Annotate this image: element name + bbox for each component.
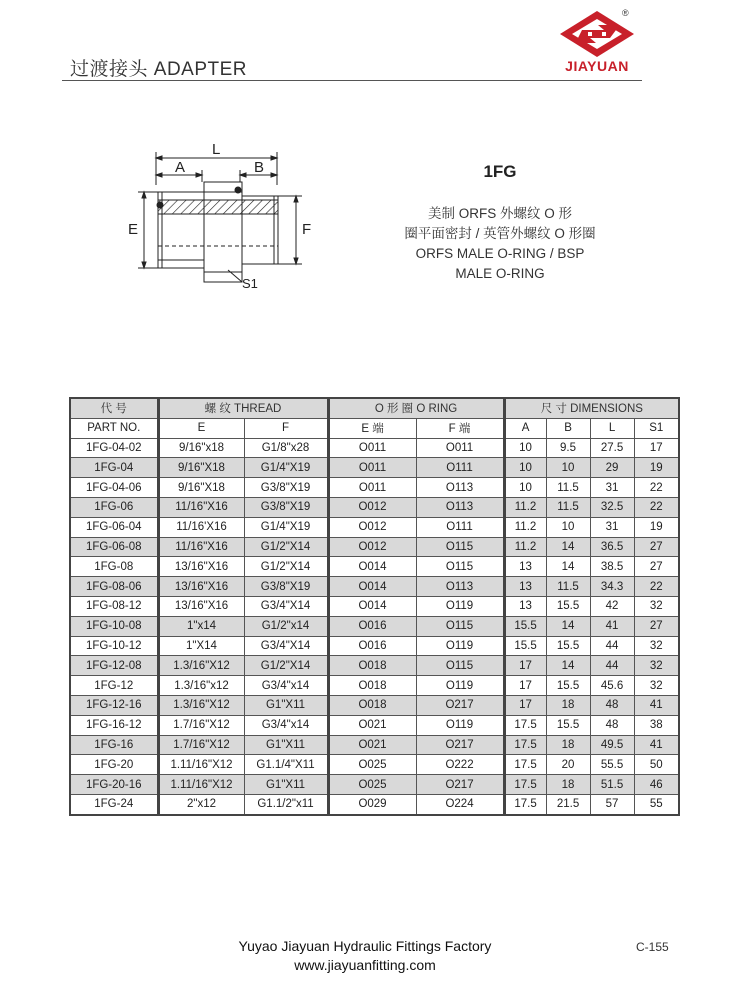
table-cell: O217: [416, 775, 504, 795]
table-cell: 1FG-04-06: [70, 478, 158, 498]
table-cell: 1FG-12-16: [70, 695, 158, 715]
table-cell: 11.2: [504, 497, 546, 517]
table-cell: 22: [634, 577, 679, 597]
header-divider: [62, 80, 642, 81]
table-cell: 1FG-16-12: [70, 715, 158, 735]
table-cell: O025: [328, 775, 416, 795]
table-cell: O119: [416, 676, 504, 696]
table-cell: 14: [546, 656, 590, 676]
table-cell: 46: [634, 775, 679, 795]
table-cell: 17.5: [504, 735, 546, 755]
table-row: [70, 497, 679, 517]
table-row: [70, 537, 679, 557]
table-cell: G3/8"X19: [244, 577, 328, 597]
table-cell: 15.5: [504, 616, 546, 636]
table-cell: 13/16"X16: [158, 577, 244, 597]
table-row: [70, 636, 679, 656]
column-header: L: [590, 418, 634, 438]
table-cell: O014: [328, 596, 416, 616]
table-cell: O119: [416, 596, 504, 616]
table-cell: G1"X11: [244, 695, 328, 715]
table-cell: 21.5: [546, 794, 590, 814]
table-cell: 17: [504, 695, 546, 715]
dim-label-F: F: [302, 221, 312, 238]
table-cell: O119: [416, 715, 504, 735]
description-line: 圈平面密封 / 英管外螺纹 O 形圈: [404, 226, 596, 241]
table-cell: 17.5: [504, 775, 546, 795]
table-cell: 19: [634, 517, 679, 537]
table-cell: O012: [328, 517, 416, 537]
column-header: F: [244, 418, 328, 438]
table-row: [70, 735, 679, 755]
table-cell: 55.5: [590, 755, 634, 775]
table-cell: O018: [328, 695, 416, 715]
group-header-thread: 螺 纹 THREAD: [158, 398, 328, 418]
table-row: [70, 616, 679, 636]
table-cell: 1.7/16"X12: [158, 715, 244, 735]
table-cell: 27.5: [590, 438, 634, 458]
column-header: PART NO.: [70, 418, 158, 438]
table-cell: G3/4"x14: [244, 715, 328, 735]
table-cell: 41: [634, 735, 679, 755]
table-cell: 13/16"X16: [158, 596, 244, 616]
group-header-dimensions: 尺 寸 DIMENSIONS: [504, 398, 679, 418]
table-cell: 1.3/16"X12: [158, 656, 244, 676]
table-cell: 9/16"x18: [158, 438, 244, 458]
table-cell: 9.5: [546, 438, 590, 458]
table-cell: 27: [634, 537, 679, 557]
table-cell: 15.5: [546, 715, 590, 735]
table-cell: 27: [634, 616, 679, 636]
table-cell: 1.11/16"X12: [158, 755, 244, 775]
table-cell: 49.5: [590, 735, 634, 755]
footer-website: www.jiayuanfitting.com: [294, 957, 436, 973]
table-row: [70, 596, 679, 616]
table-cell: 17: [504, 676, 546, 696]
table-row: [70, 676, 679, 696]
table-cell: G1/2"X14: [244, 557, 328, 577]
table-cell: 1FG-10-12: [70, 636, 158, 656]
table-cell: O115: [416, 656, 504, 676]
table-cell: 27: [634, 557, 679, 577]
brand-name: JIAYUAN: [565, 58, 629, 74]
table-cell: O016: [328, 636, 416, 656]
table-cell: 9/16"X18: [158, 478, 244, 498]
product-description: [370, 204, 630, 284]
table-cell: 13: [504, 577, 546, 597]
footer-factory-name: Yuyao Jiayuan Hydraulic Fittings Factory: [238, 938, 492, 954]
product-code: 1FG: [483, 162, 517, 181]
table-cell: O115: [416, 537, 504, 557]
table-cell: 31: [590, 478, 634, 498]
column-header: E: [158, 418, 244, 438]
table-cell: O119: [416, 636, 504, 656]
column-header: B: [546, 418, 590, 438]
table-cell: O222: [416, 755, 504, 775]
table-cell: 10: [504, 438, 546, 458]
table-cell: 19: [634, 458, 679, 478]
table-cell: O113: [416, 577, 504, 597]
table-cell: 1FG-06: [70, 497, 158, 517]
table-cell: 45.6: [590, 676, 634, 696]
dim-label-S1: S1: [242, 276, 258, 291]
table-cell: 1FG-10-08: [70, 616, 158, 636]
table-cell: 1FG-12-08: [70, 656, 158, 676]
description-line: ORFS MALE O-RING / BSP: [415, 246, 585, 261]
dim-label-B: B: [254, 159, 265, 176]
table-cell: 1"x14: [158, 616, 244, 636]
table-cell: G1"X11: [244, 775, 328, 795]
table-cell: G1/2"x14: [244, 616, 328, 636]
table-cell: 1.7/16"X12: [158, 735, 244, 755]
table-cell: O011: [328, 458, 416, 478]
table-row: [70, 656, 679, 676]
table-cell: 55: [634, 794, 679, 814]
table-cell: 1FG-24: [70, 794, 158, 814]
table-cell: 1FG-08-06: [70, 577, 158, 597]
table-cell: 32: [634, 636, 679, 656]
description-line: 美制 ORFS 外螺纹 O 形: [427, 206, 572, 221]
dim-label-L: L: [212, 141, 221, 158]
table-cell: O011: [328, 478, 416, 498]
table-row: [70, 478, 679, 498]
table-cell: 44: [590, 656, 634, 676]
column-header: F 端: [416, 418, 504, 438]
table-cell: 1FG-08-12: [70, 596, 158, 616]
table-cell: O111: [416, 458, 504, 478]
table-cell: 15.5: [546, 596, 590, 616]
table-cell: 10: [546, 517, 590, 537]
table-cell: 32: [634, 656, 679, 676]
table-cell: 10: [504, 458, 546, 478]
table-cell: 1FG-20-16: [70, 775, 158, 795]
table-row: [70, 715, 679, 735]
table-cell: 11.5: [546, 478, 590, 498]
table-cell: 14: [546, 537, 590, 557]
table-cell: G1/2"X14: [244, 537, 328, 557]
table-cell: 14: [546, 557, 590, 577]
table-cell: 20: [546, 755, 590, 775]
table-cell: 11.2: [504, 517, 546, 537]
table-cell: G1/2"X14: [244, 656, 328, 676]
table-cell: 1"X14: [158, 636, 244, 656]
table-cell: 17.5: [504, 755, 546, 775]
table-cell: 41: [590, 616, 634, 636]
table-row: [70, 577, 679, 597]
table-cell: G1.1/2"x11: [244, 794, 328, 814]
table-cell: 1.3/16"x12: [158, 676, 244, 696]
registered-mark: ®: [622, 8, 629, 18]
fitting-drawing: [120, 130, 320, 300]
table-cell: 34.3: [590, 577, 634, 597]
table-cell: 2"x12: [158, 794, 244, 814]
table-cell: 48: [590, 695, 634, 715]
table-cell: 1FG-12: [70, 676, 158, 696]
table-cell: O113: [416, 478, 504, 498]
table-cell: 44: [590, 636, 634, 656]
spec-table: [69, 397, 680, 816]
table-cell: G1"X11: [244, 735, 328, 755]
table-cell: 38: [634, 715, 679, 735]
description-line: MALE O-RING: [455, 266, 545, 281]
table-cell: 11/16'X16: [158, 517, 244, 537]
table-cell: G3/8"X19: [244, 497, 328, 517]
table-row: [70, 695, 679, 715]
table-cell: O011: [328, 438, 416, 458]
table-row: [70, 458, 679, 478]
table-row: [70, 557, 679, 577]
page-number: C-155: [636, 940, 669, 954]
table-cell: 38.5: [590, 557, 634, 577]
table-cell: O115: [416, 557, 504, 577]
table-cell: 1.11/16"X12: [158, 775, 244, 795]
table-cell: 9/16"X18: [158, 458, 244, 478]
table-cell: O014: [328, 557, 416, 577]
group-header-oring: O 形 圈 O RING: [328, 398, 504, 418]
page-title: 过渡接头 ADAPTER: [70, 59, 248, 80]
group-header-code: 代 号: [70, 398, 158, 418]
table-cell: 41: [634, 695, 679, 715]
table-cell: 18: [546, 775, 590, 795]
table-cell: O018: [328, 656, 416, 676]
dim-label-A: A: [175, 159, 186, 176]
table-cell: 1FG-06-08: [70, 537, 158, 557]
table-cell: 42: [590, 596, 634, 616]
table-cell: 1FG-16: [70, 735, 158, 755]
table-cell: 22: [634, 497, 679, 517]
table-cell: 13/16"X16: [158, 557, 244, 577]
table-cell: G1/8"x28: [244, 438, 328, 458]
table-cell: 1FG-06-04: [70, 517, 158, 537]
table-cell: 48: [590, 715, 634, 735]
table-cell: 18: [546, 695, 590, 715]
table-cell: 22: [634, 478, 679, 498]
table-cell: O012: [328, 497, 416, 517]
table-cell: O115: [416, 616, 504, 636]
table-cell: 29: [590, 458, 634, 478]
table-cell: 10: [504, 478, 546, 498]
table-cell: 10: [546, 458, 590, 478]
table-cell: 15.5: [504, 636, 546, 656]
table-cell: G1/4"X19: [244, 458, 328, 478]
dim-label-E: E: [128, 221, 139, 238]
brand-logo: [552, 8, 642, 78]
table-cell: 50: [634, 755, 679, 775]
column-header: E 端: [328, 418, 416, 438]
table-cell: 1.3/16"X12: [158, 695, 244, 715]
table-cell: 11/16"X16: [158, 497, 244, 517]
table-cell: 15.5: [546, 676, 590, 696]
table-cell: 17.5: [504, 715, 546, 735]
table-cell: O011: [416, 438, 504, 458]
table-cell: 11.2: [504, 537, 546, 557]
table-cell: O014: [328, 577, 416, 597]
table-cell: G3/4"X14: [244, 636, 328, 656]
table-cell: O029: [328, 794, 416, 814]
table-cell: O217: [416, 695, 504, 715]
table-row: [70, 775, 679, 795]
column-header: A: [504, 418, 546, 438]
table-cell: 15.5: [546, 636, 590, 656]
table-row: [70, 755, 679, 775]
column-header: S1: [634, 418, 679, 438]
table-cell: G1.1/4"X11: [244, 755, 328, 775]
table-row: [70, 517, 679, 537]
table-cell: 1FG-20: [70, 755, 158, 775]
table-cell: 31: [590, 517, 634, 537]
table-cell: 1FG-04: [70, 458, 158, 478]
table-cell: O021: [328, 715, 416, 735]
table-cell: O111: [416, 517, 504, 537]
table-cell: 32: [634, 596, 679, 616]
table-cell: 17: [504, 656, 546, 676]
table-cell: O016: [328, 616, 416, 636]
table-cell: O217: [416, 735, 504, 755]
table-cell: 18: [546, 735, 590, 755]
table-cell: 32.5: [590, 497, 634, 517]
table-cell: 13: [504, 596, 546, 616]
table-cell: 1FG-08: [70, 557, 158, 577]
table-cell: O113: [416, 497, 504, 517]
table-row: [70, 794, 679, 814]
table-cell: 14: [546, 616, 590, 636]
table-cell: O021: [328, 735, 416, 755]
table-cell: 11.5: [546, 577, 590, 597]
table-cell: 1FG-04-02: [70, 438, 158, 458]
table-cell: O025: [328, 755, 416, 775]
table-cell: O018: [328, 676, 416, 696]
table-cell: 57: [590, 794, 634, 814]
table-cell: O224: [416, 794, 504, 814]
table-cell: 13: [504, 557, 546, 577]
table-row: [70, 438, 679, 458]
table-cell: G3/4"x14: [244, 676, 328, 696]
table-cell: 17: [634, 438, 679, 458]
table-cell: 51.5: [590, 775, 634, 795]
table-cell: O012: [328, 537, 416, 557]
table-cell: G3/4"X14: [244, 596, 328, 616]
table-cell: 36.5: [590, 537, 634, 557]
table-cell: 17.5: [504, 794, 546, 814]
table-cell: 11.5: [546, 497, 590, 517]
table-cell: 32: [634, 676, 679, 696]
table-cell: 11/16"X16: [158, 537, 244, 557]
table-cell: G1/4"X19: [244, 517, 328, 537]
table-cell: G3/8"X19: [244, 478, 328, 498]
